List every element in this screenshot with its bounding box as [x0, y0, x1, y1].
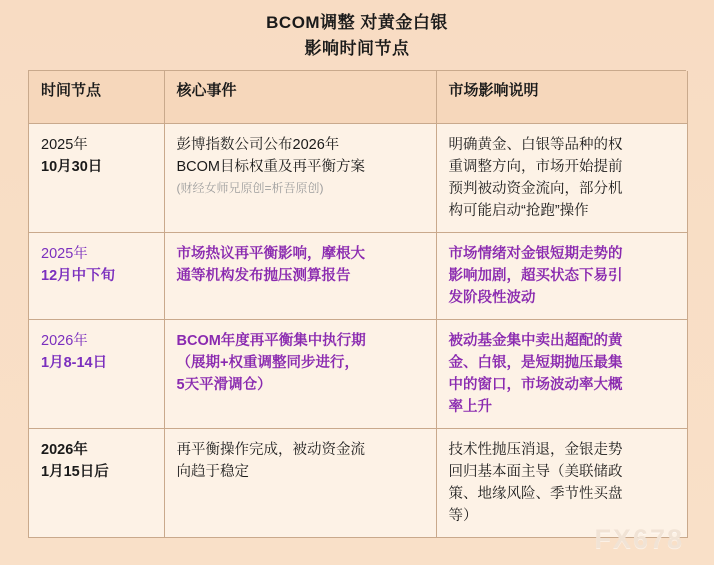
cell-event: [164, 429, 436, 538]
table-header-row: [29, 71, 687, 124]
event-line-2: 通等机构发布抛压测算报告: [176, 268, 351, 284]
impact-line-2: 重调整方向，市场开始提前: [448, 159, 623, 175]
time-line-2: 12月中下旬: [41, 268, 116, 284]
column-header-time: 时间节点: [29, 71, 164, 124]
cell-event: [164, 233, 436, 320]
watermark-logo: FX678: [594, 524, 684, 554]
table-row: [29, 320, 687, 429]
impact-line-3: 策、地缘风险、季节性买盘: [448, 486, 623, 502]
impact-line-2: 回归基本面主导（美联储政: [448, 464, 623, 480]
cell-time: [29, 429, 164, 538]
cell-event: [164, 124, 436, 233]
cell-impact: [436, 320, 687, 429]
cell-time: [29, 320, 164, 429]
impact-line-2: 影响加剧，超买状态下易引: [448, 268, 623, 284]
title-line-2: 影响时间节点: [304, 39, 410, 58]
impact-line-2: 金、白银，是短期抛压最集: [448, 355, 623, 371]
impact-line-4: 率上升: [448, 399, 492, 415]
title-line-1: BCOM调整 对黄金白银: [266, 13, 448, 32]
cell-event: [164, 320, 436, 429]
event-line-1: BCOM年度再平衡集中执行期: [176, 333, 366, 349]
table-row: [29, 233, 687, 320]
column-header-impact: 市场影响说明: [436, 71, 687, 124]
table-row: [29, 429, 687, 538]
impact-line-4: 等）: [448, 508, 478, 524]
impact-line-1: 明确黄金、白银等品种的权: [448, 137, 623, 153]
time-line-2: 1月15日后: [41, 464, 109, 480]
cell-impact: [436, 233, 687, 320]
impact-line-1: 技术性抛压消退，金银走势: [448, 442, 623, 458]
impact-line-3: 发阶段性波动: [448, 290, 536, 306]
time-line-1: 2026年: [41, 333, 88, 349]
event-line-1: 再平衡操作完成，被动资金流: [176, 442, 365, 458]
impact-line-1: 市场情绪对金银短期走势的: [448, 246, 623, 262]
time-line-2: 10月30日: [41, 159, 103, 175]
cell-impact: [436, 429, 687, 538]
event-line-1: 彭博指数公司公布2026年: [176, 137, 340, 153]
impact-line-1: 被动基金集中卖出超配的黄: [448, 333, 623, 349]
event-line-2: 向趋于稳定: [176, 464, 249, 480]
event-line-1: 市场热议再平衡影响，摩根大: [176, 246, 365, 262]
time-line-2: 1月8-14日: [41, 355, 108, 371]
page-title: [0, 0, 714, 62]
event-line-2: BCOM目标权重及再平衡方案: [176, 159, 365, 175]
time-line-1: 2025年: [41, 137, 88, 153]
event-line-2: （展期+权重调整同步进行，: [176, 355, 359, 371]
time-line-1: 2026年: [41, 442, 88, 458]
timeline-table: [29, 71, 688, 538]
impact-line-3: 预判被动资金流向，部分机: [448, 181, 623, 197]
column-header-event: 核心事件: [164, 71, 436, 124]
cell-time: [29, 233, 164, 320]
cell-time: [29, 124, 164, 233]
impact-line-4: 构可能启动“抢跑”操作: [448, 203, 589, 219]
timeline-table-wrapper: [28, 70, 686, 538]
event-note: (财经女师兄原创=析吾原创): [176, 181, 324, 195]
table-row: [29, 124, 687, 233]
event-line-3: 5天平滑调仓）: [176, 377, 272, 393]
time-line-1: 2025年: [41, 246, 88, 262]
cell-impact: [436, 124, 687, 233]
impact-line-3: 中的窗口，市场波动率大概: [448, 377, 623, 393]
